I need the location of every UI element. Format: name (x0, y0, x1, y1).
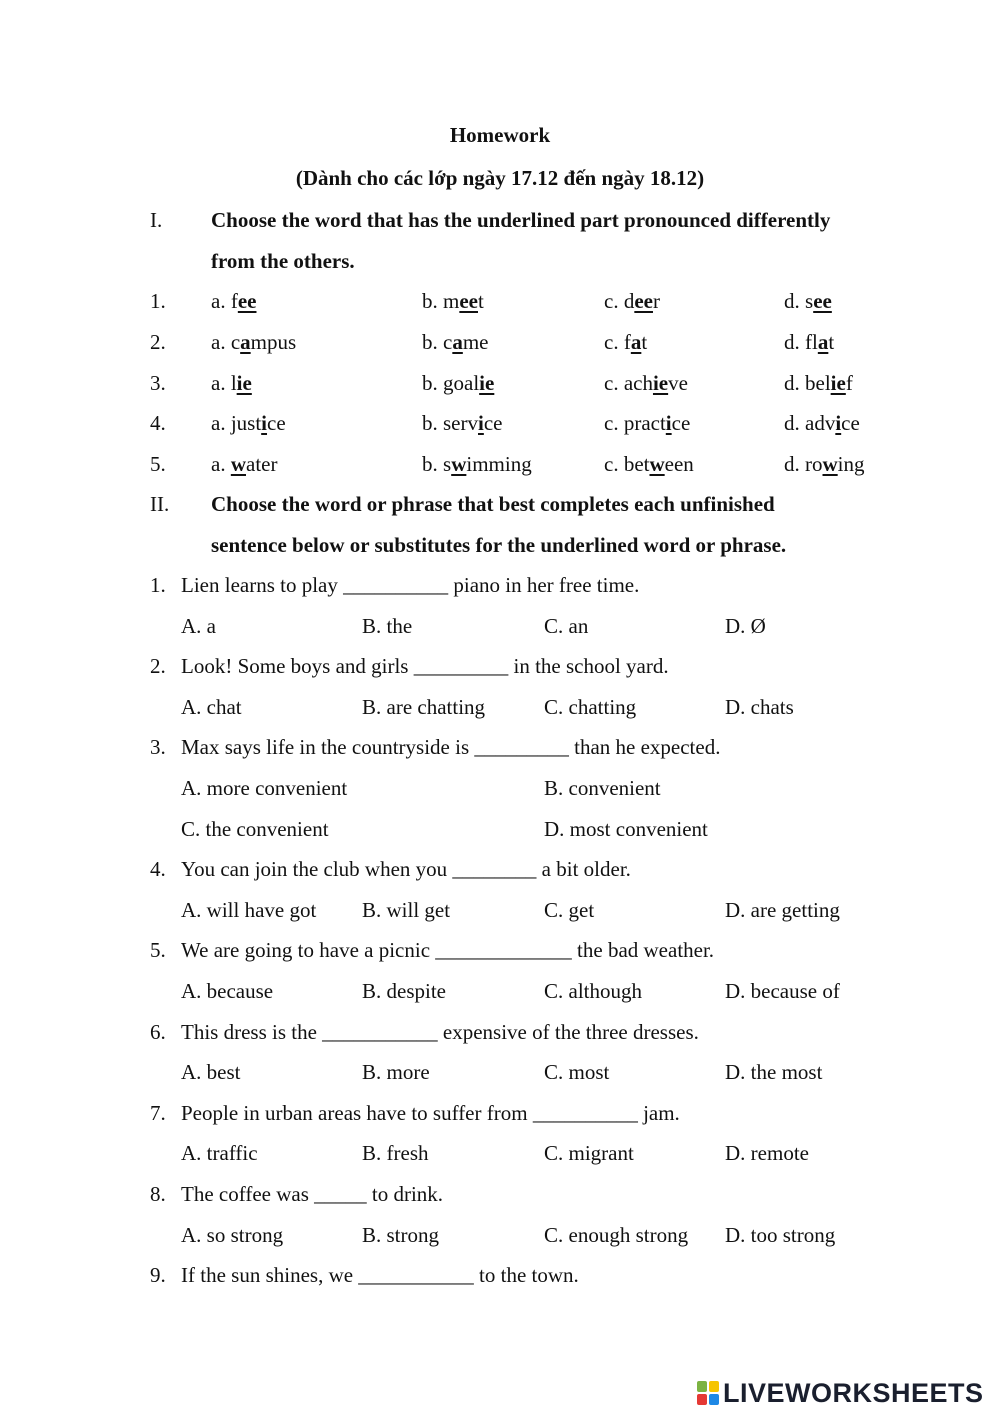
option-prefix: c. pract (604, 411, 666, 436)
option-prefix: d. fl (784, 329, 818, 354)
answer-option: C. enough strong (544, 1222, 689, 1247)
question-number: 3. (150, 370, 166, 395)
option-suffix: t (478, 289, 484, 313)
answer-option: D. most convenient (544, 816, 708, 841)
pronunciation-option (211, 329, 297, 354)
page-title: Homework (449, 123, 551, 147)
option-prefix: a. f (211, 289, 238, 313)
option-suffix: imming (466, 452, 532, 477)
section2-instruction-line2: sentence below or substitutes for the underlined word or phrase. (211, 533, 787, 557)
option-suffix: t (641, 329, 648, 354)
underlined-part: i (478, 411, 484, 436)
question-text: This dress is the ___________ expensive of the three dresses. (181, 1019, 699, 1044)
pronunciation-option (784, 413, 860, 434)
answer-option: D. chats (725, 694, 794, 719)
answer-option: C. the convenient (181, 816, 329, 841)
question-number: 7. (150, 1100, 166, 1125)
page-subtitle: (Dành cho các lớp ngày 17.12 đến ngày 18.12) (295, 166, 705, 190)
answer-option: B. strong (362, 1222, 440, 1247)
option-prefix: d. ro (784, 452, 823, 477)
underlined-part: i (835, 411, 842, 436)
option-prefix: c. bet (604, 452, 650, 477)
pronunciation-option (422, 454, 532, 475)
answer-option: C. chatting (544, 694, 637, 719)
option-suffix: ce (671, 411, 691, 436)
question-number: 3. (150, 735, 166, 760)
question-text: People in urban areas have to suffer from __________ jam. (181, 1100, 680, 1125)
option-prefix: c. f (604, 329, 631, 354)
option-prefix: a. (211, 452, 231, 477)
answer-option: C. most (544, 1060, 610, 1085)
pronunciation-option (604, 413, 690, 434)
option-suffix: t (828, 329, 835, 354)
option-prefix: b. goal (422, 370, 480, 395)
underlined-part: ee (237, 289, 257, 313)
question-text: Max says life in the countryside is _________ than he expected. (181, 735, 721, 760)
option-prefix: b. serv (422, 411, 478, 436)
answer-option: C. although (544, 979, 642, 1003)
pronunciation-option (422, 291, 484, 312)
question-number: 1. (150, 573, 166, 597)
option-prefix: a. c (211, 329, 241, 354)
underlined-part: i (261, 411, 268, 436)
liveworksheets-logo (697, 1376, 984, 1410)
underlined-part: ie (830, 370, 846, 395)
answer-option: B. will get (362, 897, 451, 922)
pronunciation-option (211, 370, 252, 395)
underlined-part: i (665, 411, 672, 436)
answer-option: D. are getting (725, 897, 840, 922)
option-suffix: ve (668, 370, 688, 395)
question-number: 4. (150, 411, 166, 436)
question-number: 8. (150, 1182, 166, 1206)
answer-option: D. because of (725, 979, 840, 1003)
pronunciation-option (784, 454, 865, 475)
question-number: 9. (150, 1263, 166, 1288)
option-suffix: me (462, 329, 489, 354)
underlined-part: ee (634, 289, 653, 313)
underlined-part: w (822, 452, 838, 477)
question-number: 6. (150, 1019, 166, 1044)
option-suffix: ing (837, 452, 865, 477)
section1-instruction-line2: from the others. (211, 249, 355, 273)
answer-option: D. too strong (725, 1222, 836, 1247)
question-number: 2. (150, 654, 166, 679)
underlined-part: a (240, 329, 251, 354)
pronunciation-option (784, 329, 835, 354)
question-text: Lien learns to play __________ piano in her free time. (181, 573, 640, 597)
underlined-part: a (630, 329, 642, 354)
answer-option: A. traffic (181, 1141, 258, 1166)
answer-option: C. get (544, 897, 595, 922)
underlined-part: ie (652, 370, 669, 395)
option-prefix: c. ach (604, 370, 653, 395)
pronunciation-option (604, 329, 648, 354)
pronunciation-option (211, 413, 286, 434)
option-prefix: b. m (422, 289, 460, 313)
option-suffix: mpus (250, 329, 297, 354)
pronunciation-option (784, 291, 832, 312)
underlined-part: a (817, 329, 829, 354)
section1-numeral: I. (150, 208, 163, 232)
option-suffix: f (845, 370, 853, 395)
answer-option: D. remote (725, 1141, 809, 1166)
pronunciation-option (211, 291, 256, 312)
underlined-part: ie (479, 370, 495, 395)
answer-option: A. will have got (181, 897, 317, 922)
option-prefix: a. l (211, 370, 237, 395)
answer-option: B. despite (362, 979, 446, 1003)
answer-option: B. fresh (362, 1141, 429, 1166)
pronunciation-option (604, 454, 694, 475)
option-prefix: d. bel (784, 370, 831, 395)
underlined-part: w (451, 452, 467, 477)
answer-option: D. the most (725, 1060, 823, 1085)
question-text: You can join the club when you ________ a bit older. (181, 857, 631, 882)
pronunciation-option (422, 413, 503, 434)
option-suffix: ater (246, 452, 278, 477)
answer-option: A. because (181, 979, 274, 1003)
question-number: 5. (150, 938, 166, 963)
pronunciation-option (604, 291, 660, 312)
option-prefix: a. just (211, 411, 262, 436)
question-text: We are going to have a picnic _____________ the bad weather. (181, 938, 715, 963)
section1-instruction-line1: Choose the word that has the underlined part pronounced differently (211, 208, 831, 232)
underlined-part: a (452, 329, 463, 354)
answer-option: A. chat (181, 694, 242, 719)
option-prefix: b. s (422, 452, 452, 477)
underlined-part: ee (459, 289, 478, 313)
option-suffix: ce (841, 411, 860, 436)
answer-option: A. so strong (181, 1222, 284, 1247)
answer-option: A. best (181, 1060, 241, 1085)
option-suffix: ce (483, 411, 503, 436)
pronunciation-option (422, 370, 495, 395)
liveworksheets-logo-icon (697, 1380, 719, 1406)
question-number: 1. (150, 289, 166, 313)
section2-numeral: II. (150, 492, 170, 516)
answer-option: B. more (362, 1060, 430, 1085)
answer-option: D. Ø (725, 613, 766, 638)
option-prefix: c. d (604, 289, 635, 313)
pronunciation-option (604, 370, 688, 395)
answer-option: A. a (181, 613, 216, 638)
question-number: 4. (150, 857, 166, 882)
answer-option: A. more convenient (181, 776, 348, 800)
underlined-part: w (649, 452, 665, 477)
section2-instruction-line1: Choose the word or phrase that best completes each unfinished (211, 492, 775, 516)
answer-option: B. the (362, 613, 413, 638)
question-text: The coffee was _____ to drink. (181, 1182, 444, 1206)
answer-option: C. an (544, 613, 589, 638)
pronunciation-option (784, 370, 853, 395)
option-suffix: een (664, 452, 694, 477)
option-suffix: r (652, 289, 660, 313)
option-prefix: d. adv (784, 411, 836, 436)
answer-option: B. are chatting (362, 694, 486, 719)
underlined-part: ee (813, 289, 832, 313)
question-text: If the sun shines, we ___________ to the town. (181, 1263, 579, 1288)
question-text: Look! Some boys and girls _________ in the school yard. (181, 654, 669, 679)
underlined-part: w (230, 452, 246, 477)
underlined-part: ie (236, 370, 252, 395)
question-number: 2. (150, 329, 166, 354)
answer-option: C. migrant (544, 1141, 634, 1166)
liveworksheets-brand: LIVEWORKSHEETS (723, 1377, 984, 1408)
answer-option: B. convenient (544, 776, 661, 800)
pronunciation-option (422, 329, 489, 354)
pronunciation-option (211, 454, 277, 475)
option-prefix: b. c (422, 329, 453, 354)
question-number: 5. (150, 452, 166, 477)
option-prefix: d. s (784, 289, 814, 313)
option-suffix: ce (267, 411, 286, 436)
